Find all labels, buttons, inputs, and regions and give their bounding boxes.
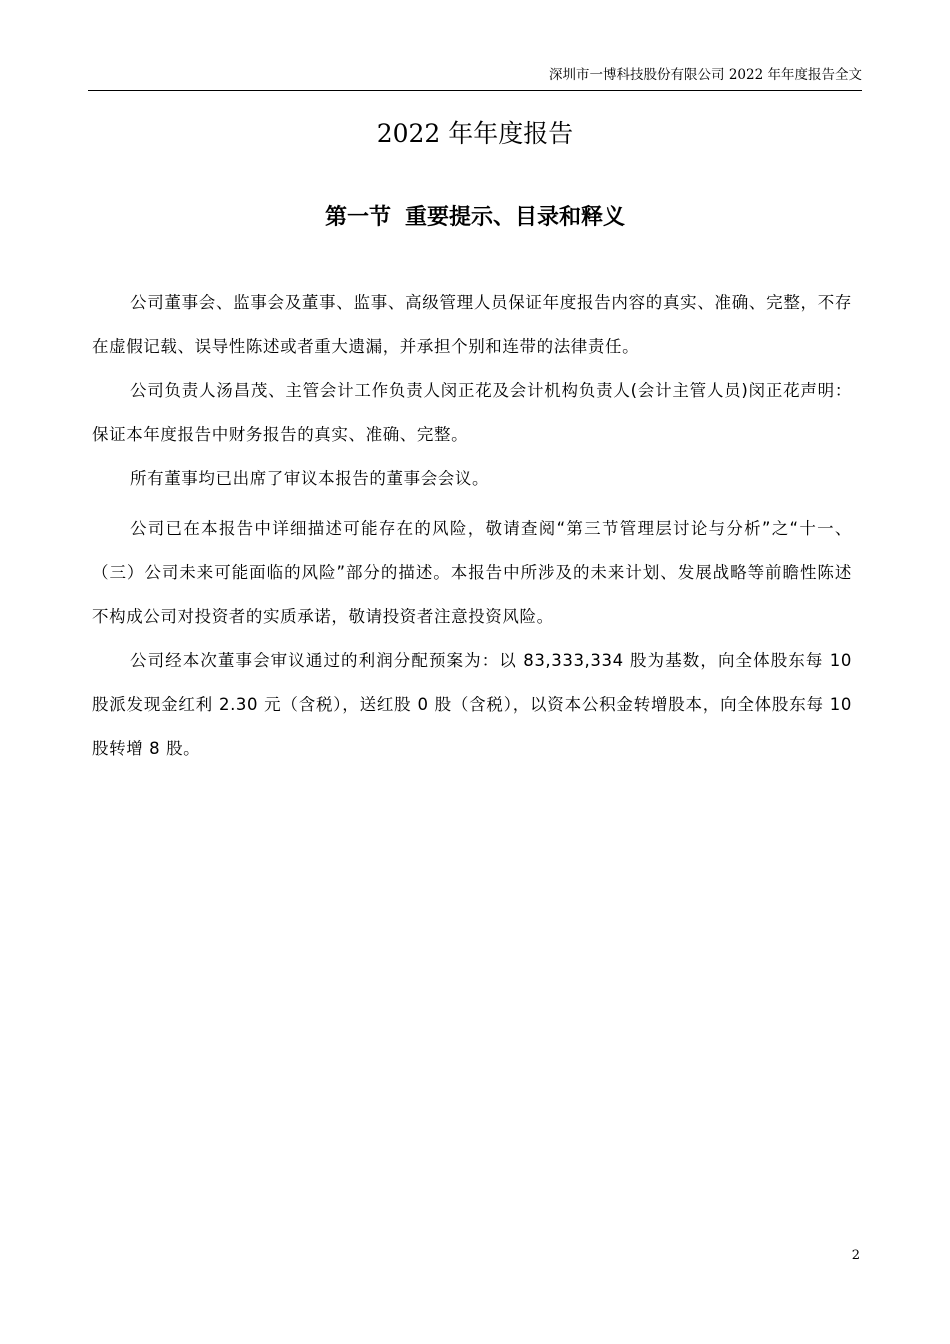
paragraph-responsible-persons: 公司负责人汤昌茂、主管会计工作负责人闵正花及会计机构负责人(会计主管人员)闵正花声明：保证本年度报告中财务报告的真实、准确、完整。 (92, 381, 852, 444)
section-title (0, 201, 950, 233)
body-text (92, 281, 852, 771)
page-number: 2 (851, 1248, 860, 1263)
paragraph-board-guarantee: 公司董事会、监事会及董事、监事、高级管理人员保证年度报告内容的真实、准确、完整，不存在虚假记载、误导性陈述或者重大遗漏，并承担个别和连带的法律责任。 (92, 293, 852, 356)
paragraph-directors-attendance: 所有董事均已出席了审议本报告的董事会会议。 (130, 469, 490, 488)
section-name: 重要提示、目录和释义 (405, 204, 626, 230)
paragraph-profit-distribution: 公司经本次董事会审议通过的利润分配预案为：以 83,333,334 股为基数，向全体股东每 10 股派发现金红利 2.30 元（含税），送红股 0 股（含税），以资本公积金转增股本，向全体股东每 10 股转增 8 股。 (92, 651, 852, 758)
section-number: 第一节 (324, 204, 391, 230)
running-header-text: 深圳市一博科技股份有限公司 2022 年年度报告全文 (549, 67, 862, 83)
paragraph-risk-notice: 公司已在本报告中详细描述可能存在的风险，敬请查阅“第三节管理层讨论与分析”之“十一、（三）公司未来可能面临的风险”部分的描述。本报告中所涉及的未来计划、发展战略等前瞻性陈述不构成公司对投资者的实质承诺，敬请投资者注意投资风险。 (92, 519, 852, 626)
running-header (88, 66, 862, 91)
document-title: 2022 年年度报告 (376, 119, 574, 148)
